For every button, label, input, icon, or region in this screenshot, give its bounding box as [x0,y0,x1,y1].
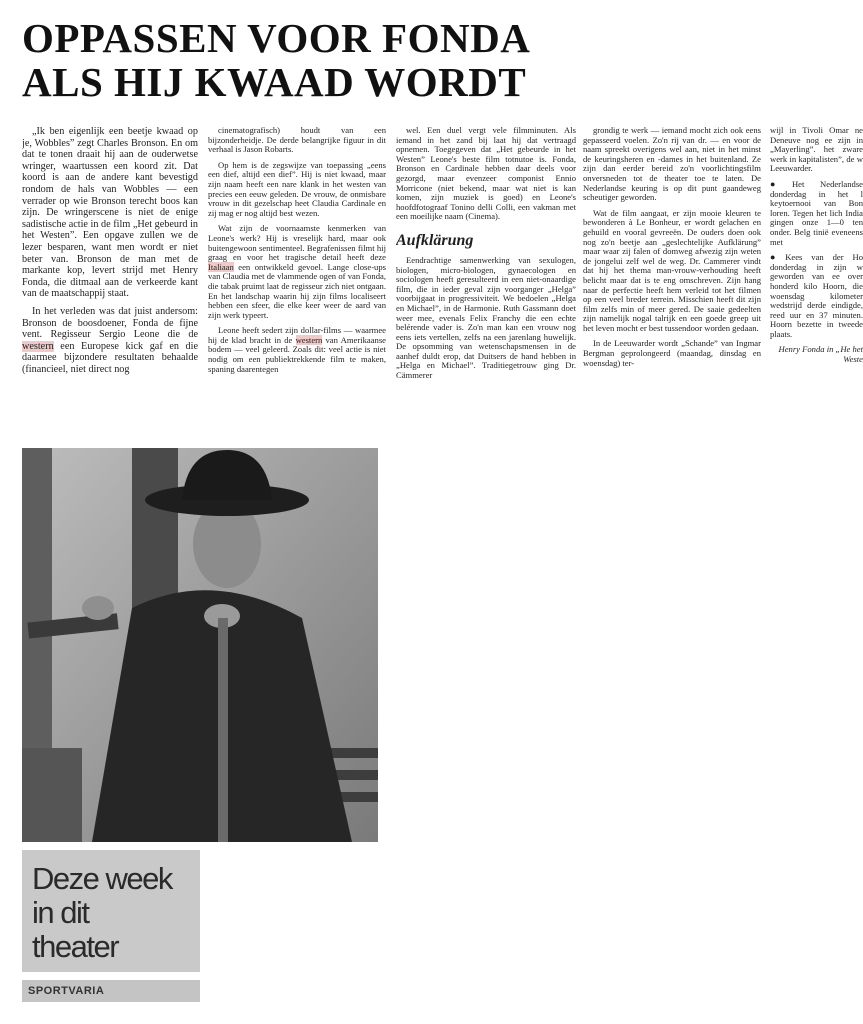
article-column-4 [583,126,761,432]
section-label-sportvaria: SPORTVARIA [22,980,200,1002]
bullet-icon: ● [770,252,783,263]
paragraph: Op hem is de zegswijze van toepassing „eens een dief, altijd een dief”. Hij is niet kwaad, maar zijn naam heeft een nare klank in het westen van precies een eeuw geleden. De vrouw, de onmisbare vrouw in dit gezelschap heet Claudia Cardinale en zij mag er nog altijd best wezen. [208,159,386,218]
text-run: een Europese kick gaf en die daarmee bijzondere resultaten behaalde (financieel, niet direct nog [22,340,198,375]
bullet-icon: ● [770,178,789,189]
text-run: Wat zijn de voornaamste kenmerken van Leone's werk? Hij is vreselijk hard, maar ook buitengewoon sentimenteel. Begrafenissen filmt hij graag en voor het tragische detail heeft deze [208,223,386,263]
news-item [770,180,863,247]
highlighted-term: western [22,340,54,352]
paragraph: In de Leeuwarder wordt „Schande” van Ingmar Bergman geprolongeerd (maandag, dinsdag en woensdag) ter- [583,338,761,368]
article-column-5 [770,126,863,416]
paragraph [22,306,198,376]
article-column-3 [396,126,576,432]
highlighted-term: Italiaan [208,261,234,272]
article-column-1 [22,126,198,432]
headline-line-2: ALS HIJ KWAAD WORDT [22,59,527,105]
paragraph: „Ik ben eigenlijk een beetje kwaad op je, Wobbles” zegt Charles Bronson. En om dat te tonen draait hij aan de ouderwetse wringer, waartussen een koord zit. Dat koord is aan de andere kant bevestigd rondom de hals van Wobbles — een verrader op wie Bronson terecht boos kan zijn. De wringerscene is niet de enige sadistische actie in de film „Het gebeurd in het Westen”. Een opgave zullen we de lezer besparen, want men wordt er niet beter van. Bronson de man met de markante kop, levert strijd met Henry Fonda, die ditmaal aan de verkeerde kant van de maatschappij staat. [22,126,198,300]
headline [22,16,622,104]
paragraph [208,326,386,374]
text-run: een ontwikkeld gevoel. Lange close-ups van Claudia met de vlammende ogen of van Fonda, die tabak pruimt laat de regisseur zich niet ontgaan. En het landschap waarin hij zijn films localiseert hebben een sfeer, die elke keer weer de aard van zijn werk typeert. [208,261,386,320]
promo-line: Deze week [32,861,172,896]
text-run: In het verleden was dat juist andersom: Bronson de boosdoener, Fonda de fijne vent. Regisseur Sergio Leone die de [22,305,198,341]
paragraph: Eendrachtige samenwerking van sexulogen, biologen, micro-biologen, gynaecologen en sociologen heeft geresulteerd in een niet-onaardige film, die in ieder geval zijn voorganger „Helga” voorbijgaat in progressiviteit. We bedoelen „Helga en Michael”, in de Harmonie. Ruth Gassmann doet weer mee, evenals Felix Franchy die een echte belérende vader is. Zo'n man kan een vrouw nog eens iets vertellen, zelfs na een jarenlang huwelijk. De opsomming van wetenschapsmensen in de aanhef duldt erop, dat Duitsers de hand hebben in „Helga en Michael”. Traditiegetrouw ging Dr. Cämmerer [396,254,576,381]
paragraph [208,224,386,320]
text-run: van Amerikaanse bodem — veel geleerd. Zoals dit: veel actie is niet nodig om een publiektrekkende film te maken, spaning daarentegen [208,334,386,374]
paragraph: wel. Een duel vergt vele filmminuten. Als iemand in het zand bij laat hij dat vertraagd opnemen. Toegegeven dat „Het gebeurde in het Westen” Leone's beste film totnutoe is. Fonda, Bronson en Cardinale hebben daar deels voor gezorgd, maar evenzeer componist Ennio Morricone (niet bekend, maar wat niet is kan komen, zijn muziek is goed) en Leone's hoofdfotograaf Tonino delli Colli, een vakman met een moeilijke naam (Cinema). [396,126,576,222]
section-heading: Aufklärung [396,231,474,249]
news-item-text: Kees van der Ho donderdag in zijn w geworden van ee over honderd kilo Hoorn, die woensdag kilometer wedstrijd derde eindigde, reed uur en 37 minuten. Hoorn bezette in tweede plaats. [770,252,863,339]
news-item [770,253,863,339]
promo-line: in dit [32,895,89,930]
text-run: Leone heeft sedert zijn dollar-films — waarmee hij de klad bracht in de [208,325,386,345]
promo-box-deze-week [22,850,200,972]
headline-line-1: OPPASSEN VOOR FONDA [22,15,531,61]
paragraph: Wat de film aangaat, er zijn mooie kleuren te bewonderen à Le Bonheur, er wordt gelachen en gehuild en vooral gevreeën. De ouders doen ook nog zo'n beetje aan „geslechtelijke Aufklärung” maar waar zij falen of domweg afwezig zijn weten de jongelui zelf wel de weg. Dr. Cammerer vindt dat hij het thema man-vrouw-verhouding heeft belicht maar dat is te eng omschreven. Zijn hang naar de perfectie heeft hem verleid tot het filmen op een veel breder terrein. Misschien heeft dit zijn film zelfs min of meer gered. De saaie gedeelten zijn namelijk nogal talrijk en een goede greep uit het leven mocht er best tussendoor worden gedaan. [583,207,761,333]
paragraph: grondig te werk — iemand mocht zich ook eens gepasseerd voelen. Zo'n rij van dr. — en voor de naam spreekt overigens wel aan, niet in het minst de keuringsheren en -dames in het buitenland. Ze zijn dan eerder bereid zo'n voorlichtingsfilm onversneden tot de theater toe te laten. De Nederlandse keuring is op dit punt gaandeweg scheutiger geworden. [583,126,761,203]
highlighted-term: western [295,334,323,345]
news-item-text: Het Nederlandse donderdag in het l keytoernooi van Bon loren. Tegen het lich India gingen onze 1—0 ten onder. Belg tinië eveneens met [770,178,863,247]
photo-caption: Henry Fonda in „He het Weste [778,344,863,365]
paragraph: wijl in Tivoli Omar ne Deneuve nog ee zijn in „Mayerling”. het zware werk in kapitalisten”, de w Leeuwarder. [770,126,863,174]
article-column-2 [208,126,386,432]
paragraph: cinematografisch) houdt van een bijzonderheidje. De derde belangrijke figuur in dit verhaal is Jason Robarts. [208,126,386,155]
photo-henry-fonda [22,448,378,842]
promo-line: theater [32,929,119,964]
photo-image [22,448,378,842]
